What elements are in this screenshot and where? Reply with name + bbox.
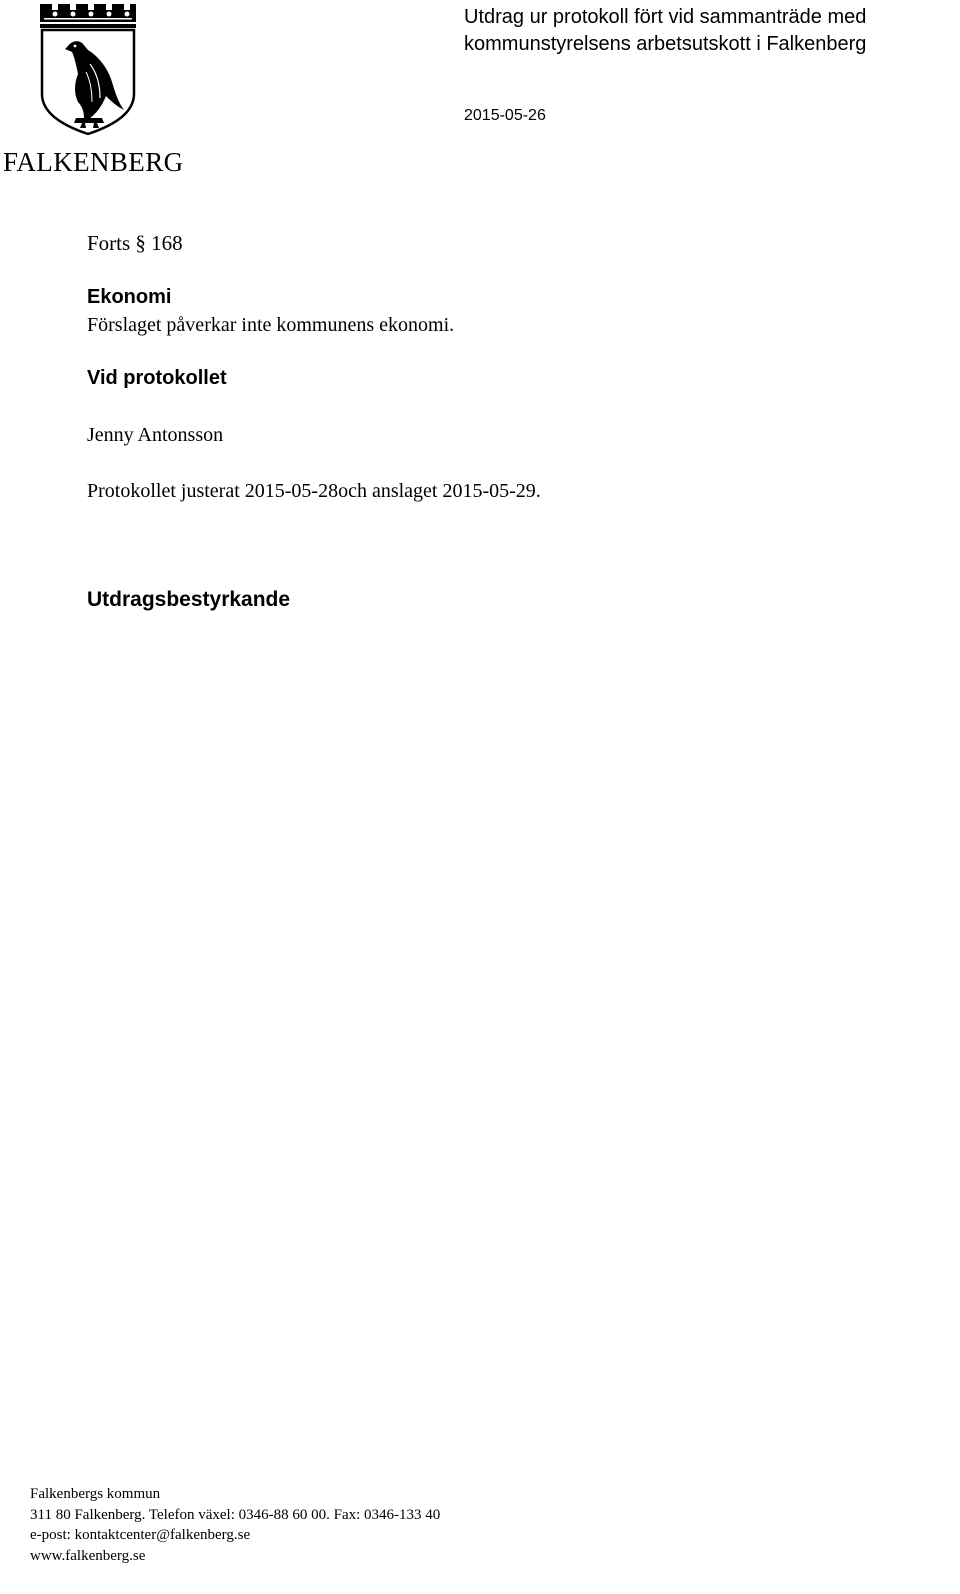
ekonomi-text: Förslaget påverkar inte kommunens ekonomi. [87, 314, 455, 336]
footer [30, 1484, 440, 1566]
footer-org: Falkenbergs kommun [30, 1486, 161, 1502]
wordmark: FALKENBERG [3, 147, 184, 177]
document-title-line-2: kommunstyrelsens arbetsutskott i Falkenberg [464, 33, 867, 55]
ekonomi-heading: Ekonomi [87, 286, 172, 308]
falcon-crest-icon [38, 2, 138, 136]
document-title-line-1: Utdrag ur protokoll fört vid sammanträde med [464, 6, 867, 28]
secretary-name: Jenny Antonsson [87, 424, 224, 446]
protocol-adjusted-text: Protokollet justerat 2015-05-28och anslaget 2015-05-29. [87, 480, 541, 502]
meeting-date: 2015-05-26 [464, 107, 546, 124]
footer-address-phone: 311 80 Falkenberg. Telefon växel: 0346-88 60 00. Fax: 0346-133 40 [30, 1506, 441, 1523]
extract-certification-heading: Utdragsbestyrkande [87, 588, 291, 611]
section-reference: Forts § 168 [87, 231, 183, 255]
vid-protokollet-heading: Vid protokollet [87, 367, 227, 389]
document-title [464, 4, 866, 58]
footer-website: www.falkenberg.se [30, 1547, 146, 1564]
footer-email: e-post: kontaktcenter@falkenberg.se [30, 1527, 251, 1543]
